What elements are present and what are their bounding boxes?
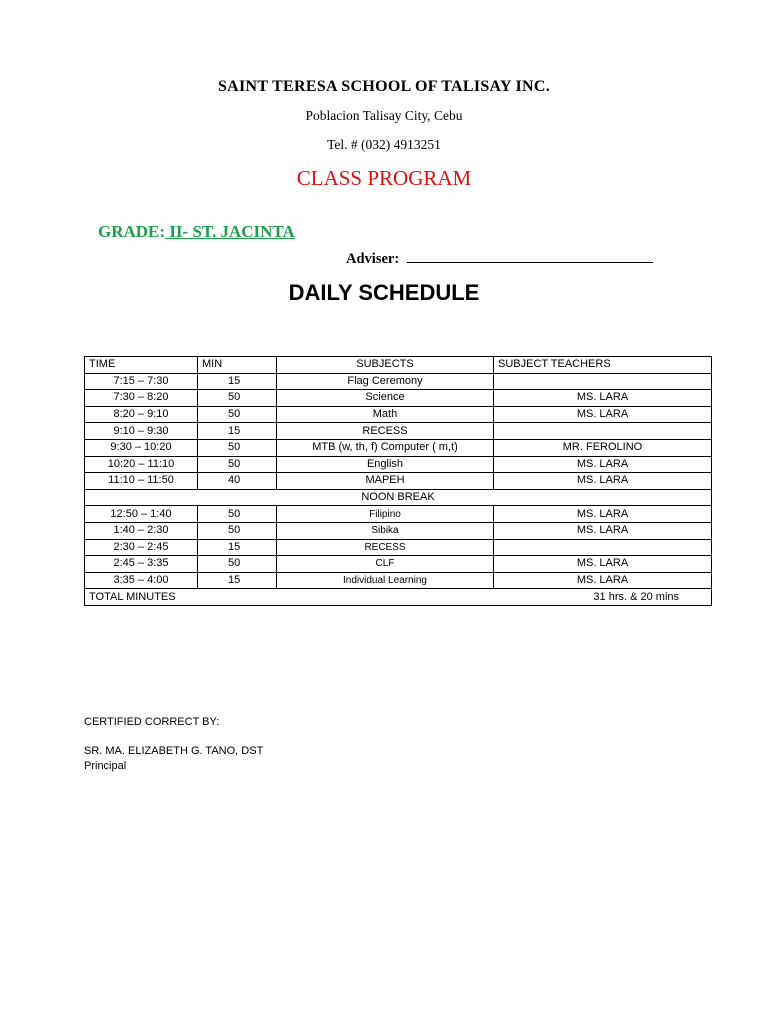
table-row — [85, 539, 712, 556]
total-row — [85, 589, 712, 606]
cell-subject: Individual Learning — [277, 572, 494, 589]
cell-time: 7:15 – 7:30 — [85, 373, 198, 390]
cell-teacher: MS. LARA — [494, 406, 712, 423]
cell-subject: Science — [277, 390, 494, 407]
cell-subject: Flag Ceremony — [277, 373, 494, 390]
noon-break-cell: NOON BREAK — [85, 489, 712, 506]
table-row — [85, 506, 712, 523]
cell-min: 15 — [198, 572, 277, 589]
cell-time: 8:20 – 9:10 — [85, 406, 198, 423]
header-teachers: SUBJECT TEACHERS — [494, 357, 712, 374]
table-row — [85, 522, 712, 539]
total-label: TOTAL MINUTES — [85, 589, 494, 606]
grade-line — [98, 222, 295, 242]
cell-subject: RECESS — [277, 423, 494, 440]
school-telephone: Tel. # (032) 4913251 — [327, 137, 441, 152]
cell-teacher: MS. LARA — [494, 506, 712, 523]
cell-min: 50 — [198, 522, 277, 539]
cell-time: 3:35 – 4:00 — [85, 572, 198, 589]
cell-subject: English — [277, 456, 494, 473]
cell-teacher: MS. LARA — [494, 456, 712, 473]
table-header-row — [85, 357, 712, 374]
cell-time: 2:30 – 2:45 — [85, 539, 198, 556]
cell-teacher: MS. LARA — [494, 390, 712, 407]
adviser-label: Adviser: — [346, 251, 400, 267]
table-row — [85, 572, 712, 589]
cell-teacher: MR. FEROLINO — [494, 439, 712, 456]
cell-time: 9:30 – 10:20 — [85, 439, 198, 456]
cell-teacher: MS. LARA — [494, 572, 712, 589]
cell-min: 50 — [198, 506, 277, 523]
cell-teacher — [494, 539, 712, 556]
cell-subject: MAPEH — [277, 473, 494, 490]
cell-min: 50 — [198, 406, 277, 423]
cell-time: 11:10 – 11:50 — [85, 473, 198, 490]
table-row — [85, 390, 712, 407]
cell-min: 50 — [198, 456, 277, 473]
adviser-line — [346, 250, 653, 268]
noon-break-row — [85, 489, 712, 506]
header-subjects: SUBJECTS — [277, 357, 494, 374]
grade-label: GRADE: — [98, 222, 166, 241]
cell-subject: Math — [277, 406, 494, 423]
cell-min: 50 — [198, 439, 277, 456]
total-value: 31 hrs. & 20 mins — [494, 589, 712, 606]
principal-name: SR. MA. ELIZABETH G. TANO, DST — [84, 745, 264, 757]
header-time: TIME — [85, 357, 198, 374]
cell-min: 15 — [198, 423, 277, 440]
header-min: MIN — [198, 357, 277, 374]
grade-value: II- ST. JACINTA — [165, 222, 295, 241]
cell-subject: CLF — [277, 556, 494, 573]
cell-time: 1:40 – 2:30 — [85, 522, 198, 539]
certified-label: CERTIFIED CORRECT BY: — [84, 716, 220, 728]
cell-min: 50 — [198, 556, 277, 573]
cell-time: 7:30 – 8:20 — [85, 390, 198, 407]
cell-teacher: MS. LARA — [494, 556, 712, 573]
cell-min: 40 — [198, 473, 277, 490]
table-row — [85, 439, 712, 456]
cell-time: 10:20 – 11:10 — [85, 456, 198, 473]
school-name: SAINT TERESA SCHOOL OF TALISAY INC. — [217, 78, 551, 95]
table-row — [85, 456, 712, 473]
cell-min: 15 — [198, 373, 277, 390]
schedule-heading: DAILY SCHEDULE — [288, 280, 480, 305]
table-row — [85, 473, 712, 490]
school-address: Poblacion Talisay City, Cebu — [305, 108, 463, 123]
cell-teacher — [494, 373, 712, 390]
cell-min: 50 — [198, 390, 277, 407]
cell-min: 15 — [198, 539, 277, 556]
schedule-table — [84, 356, 712, 606]
cell-teacher — [494, 423, 712, 440]
table-row — [85, 373, 712, 390]
table-row — [85, 556, 712, 573]
document-title: CLASS PROGRAM — [296, 166, 472, 190]
cell-teacher: MS. LARA — [494, 473, 712, 490]
cell-subject: RECESS — [277, 539, 494, 556]
principal-title: Principal — [84, 760, 127, 772]
table-row — [85, 423, 712, 440]
cell-time: 9:10 – 9:30 — [85, 423, 198, 440]
table-row — [85, 406, 712, 423]
cell-subject: Sibika — [277, 522, 494, 539]
cell-time: 2:45 – 3:35 — [85, 556, 198, 573]
cell-subject: Filipino — [277, 506, 494, 523]
cell-subject: MTB (w, th, f) Computer ( m,t) — [277, 439, 494, 456]
adviser-blank-line — [407, 250, 653, 263]
cell-teacher: MS. LARA — [494, 522, 712, 539]
cell-time: 12:50 – 1:40 — [85, 506, 198, 523]
